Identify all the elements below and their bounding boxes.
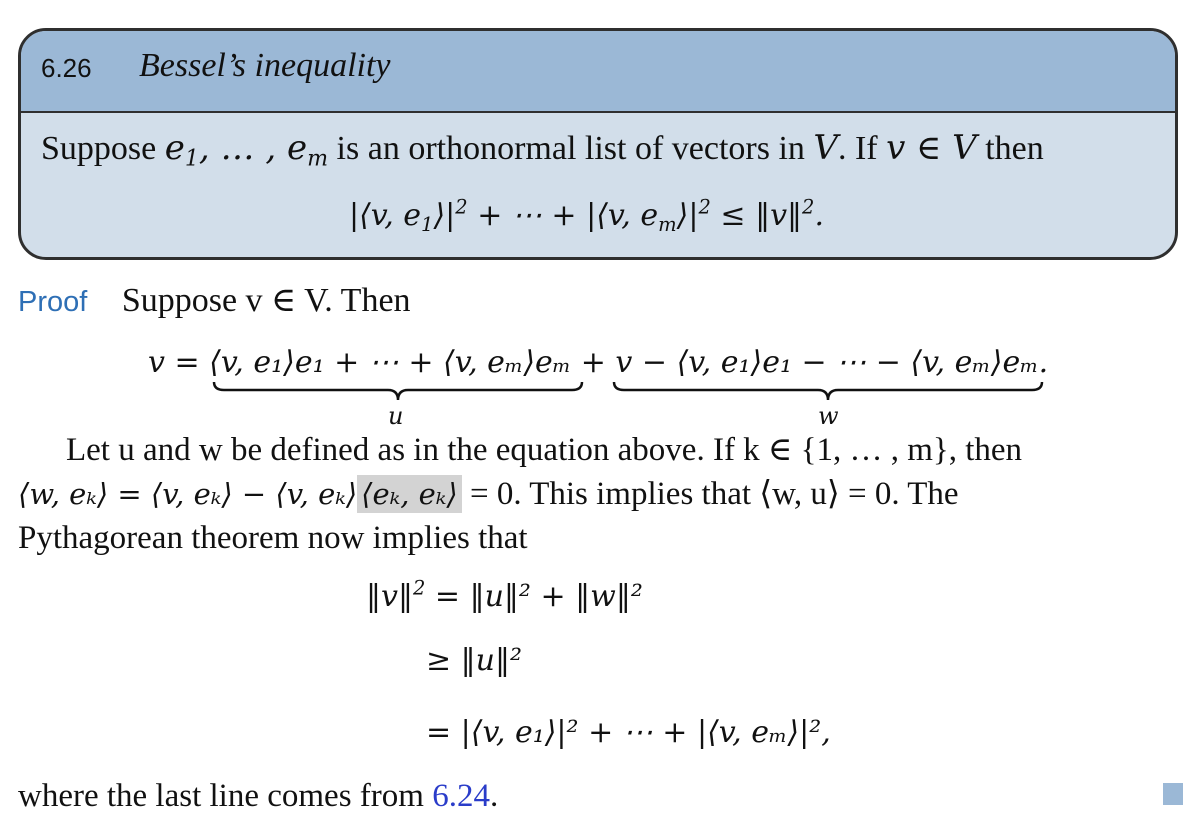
qed-square-icon (1163, 783, 1183, 805)
chain-line-2: ≥ ‖u‖² (426, 643, 523, 678)
highlighted-inner-product: ⟨eₖ, eₖ⟩ (357, 475, 462, 513)
theorem-number: 6.26 (41, 53, 92, 83)
bessel-inequality: |⟨v, $e_1⟩|^2$ + ⋯ + |⟨v, $e_m⟩|^2$ ≤ ‖v‖$^2$. (349, 195, 825, 236)
decomposition-equation: v = ⟨v, e₁⟩e₁ + ⋯ + ⟨v, eₘ⟩eₘ + v − ⟨v, e₁⟩e₁ − ⋯ − ⟨v, eₘ⟩eₘ. (148, 345, 1049, 380)
proof-label: Proof (18, 286, 88, 318)
paragraph-line-3: Pythagorean theorem now implies that (18, 520, 528, 556)
w-underbrace (612, 380, 1044, 404)
closing-sentence: where the last line comes from 6.24. (18, 778, 499, 814)
theorem-header (21, 31, 1175, 113)
paragraph-line-1: Let u and w be defined as in the equation above. If k ∈ {1, … , m}, then (66, 432, 1023, 468)
reference-link-6-24[interactable]: 6.24 (432, 778, 490, 814)
chain-line-3: = |⟨v, e₁⟩|² + ⋯ + |⟨v, eₘ⟩|², (426, 715, 831, 750)
theorem-statement: Suppose $e_1$, … , $e_m$ is an orthonormal list of vectors in V. If v ∈ V then (41, 128, 1044, 172)
paragraph-line-2: ⟨w, eₖ⟩ = ⟨v, eₖ⟩ − ⟨v, eₖ⟩ ⟨eₖ, eₖ⟩ = 0. This implies that ⟨w, u⟩ = 0. The (18, 476, 959, 512)
theorem-title: Bessel’s inequality (139, 47, 391, 84)
u-underbrace (212, 380, 584, 404)
proof-intro: Proof Suppose v ∈ V. Then (18, 282, 411, 319)
u-part: ⟨v, e₁⟩e₁ + ⋯ + ⟨v, eₘ⟩eₘ (209, 345, 572, 380)
u-label: u (388, 402, 404, 430)
w-part: v − ⟨v, e₁⟩e₁ − ⋯ − ⟨v, eₘ⟩eₘ (615, 345, 1039, 380)
w-label: w (818, 402, 839, 430)
chain-line-1: ‖v‖$^2$ = ‖u‖² + ‖w‖² (366, 576, 643, 614)
theorem-box (18, 28, 1178, 260)
